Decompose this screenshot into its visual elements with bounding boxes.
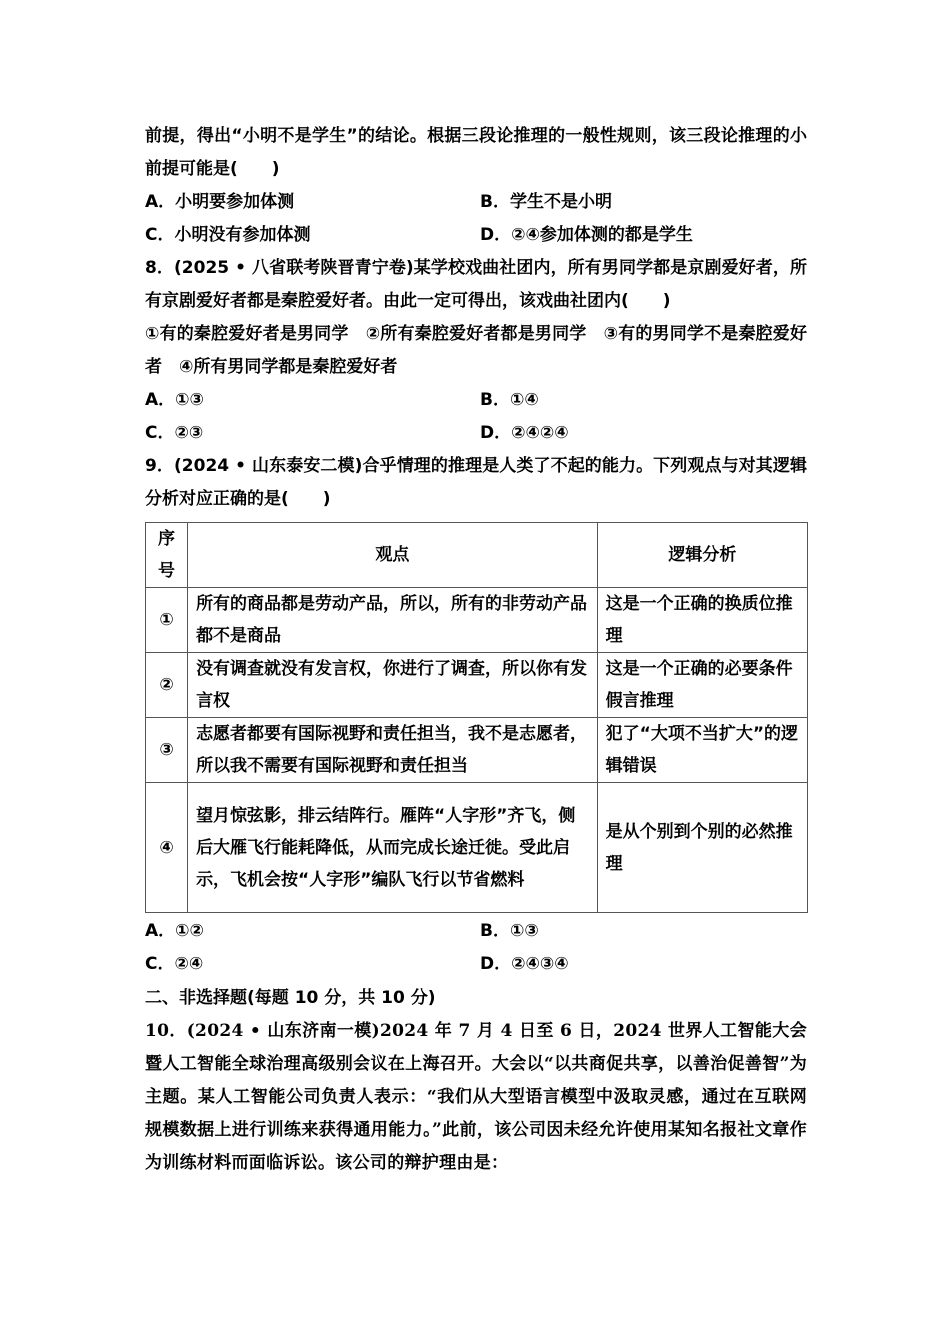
table-row xyxy=(146,653,808,718)
row-number: ① xyxy=(146,588,188,653)
document-page xyxy=(145,120,807,1180)
table-row xyxy=(146,588,808,653)
q8-option-a: A．①③ xyxy=(145,390,204,410)
q7-option-d: D．②④参加体测的都是学生 xyxy=(480,225,693,245)
q9-number: 9． xyxy=(145,456,175,476)
header-no: 序号 xyxy=(146,523,188,588)
header-analysis: 逻辑分析 xyxy=(597,523,807,588)
row-view: 所有的商品都是劳动产品，所以，所有的非劳动产品都不是商品 xyxy=(188,588,598,653)
q9-stem-text: 合乎情理的推理是人类了不起的能力。下列观点与对其逻辑分析对应正确的是( ) xyxy=(145,456,807,509)
q7-option-c: C．小明没有参加体测 xyxy=(145,225,311,245)
q7-option-a: A．小明要参加体测 xyxy=(145,192,295,212)
q9-table xyxy=(145,522,808,913)
table-header-row xyxy=(146,523,808,588)
q8-source: (2025 • 八省联考陕晋青宁卷) xyxy=(174,258,414,278)
q8-statements: ①有的秦腔爱好者是男同学 ②所有秦腔爱好者都是男同学 ③有的男同学不是秦腔爱好者 ④所有男同学都是秦腔爱好者 xyxy=(145,324,807,377)
header-view: 观点 xyxy=(188,523,598,588)
q9-option-d: D．②④③④ xyxy=(480,954,569,974)
q7-options-row-1 xyxy=(145,186,807,219)
row-analysis: 犯了“大项不当扩大”的逻辑错误 xyxy=(597,718,807,783)
q8-options-row-1 xyxy=(145,384,807,417)
q9-source: (2024 • 山东泰安二模) xyxy=(174,456,363,476)
q8-option-b: B．①④ xyxy=(480,390,539,410)
row-view: 没有调查就没有发言权，你进行了调查，所以你有发言权 xyxy=(188,653,598,718)
q8-stem xyxy=(145,252,807,318)
q8-number: 8． xyxy=(145,258,175,278)
q9-options-row-1 xyxy=(145,915,807,948)
row-number: ② xyxy=(146,653,188,718)
q8-option-d: D．②④②④ xyxy=(480,423,569,443)
q9-option-b: B．①③ xyxy=(480,921,539,941)
section-heading: 二、非选择题(每题 10 分，共 10 分) xyxy=(145,988,436,1008)
q7-stem: 前提，得出“小明不是学生”的结论。根据三段论推理的一般性规则，该三段论推理的小前提可能是( ) xyxy=(145,126,807,179)
row-number: ④ xyxy=(146,783,188,913)
q10-text: 10．(2024 • 山东济南一模)2024 年 7 月 4 日至 6 日，2024 世界人工智能大会暨人工智能全球治理高级别会议在上海召开。大会以“以共商促共享，以善治促善智”为主题。某人工智能公司负责人表示：“我们从大型语言模型中汲取灵感，通过在互联网规模数据上进行训练来获得通用能力。”此前，该公司因未经允许使用某知名报社文章作为训练材料而面临诉讼。该公司的辩护理由是： xyxy=(145,1021,807,1173)
q8-stem-text: 某学校戏曲社团内，所有男同学都是京剧爱好者，所有京剧爱好者都是秦腔爱好者。由此一定可得出，该戏曲社团内( ) xyxy=(145,258,807,311)
row-analysis: 这是一个正确的必要条件假言推理 xyxy=(597,653,807,718)
q7-option-b: B．学生不是小明 xyxy=(480,192,612,212)
q8-option-c: C．②③ xyxy=(145,423,204,443)
row-analysis: 是从个别到个别的必然推理 xyxy=(597,783,807,913)
row-view: 望月惊弦影，排云结阵行。雁阵“人字形”齐飞，侧后大雁飞行能耗降低，从而完成长途迁徙。受此启示，飞机会按“人字形”编队飞行以节省燃料 xyxy=(188,783,598,913)
q8-options-row-2 xyxy=(145,417,807,450)
q9-options-row-2 xyxy=(145,948,807,981)
row-analysis: 这是一个正确的换质位推理 xyxy=(597,588,807,653)
q9-stem xyxy=(145,450,807,516)
q7-options-row-2 xyxy=(145,219,807,252)
row-number: ③ xyxy=(146,718,188,783)
row-view: 志愿者都要有国际视野和责任担当，我不是志愿者，所以我不需要有国际视野和责任担当 xyxy=(188,718,598,783)
q9-option-c: C．②④ xyxy=(145,954,204,974)
q9-option-a: A．①② xyxy=(145,921,204,941)
table-row xyxy=(146,718,808,783)
table-row xyxy=(146,783,808,913)
